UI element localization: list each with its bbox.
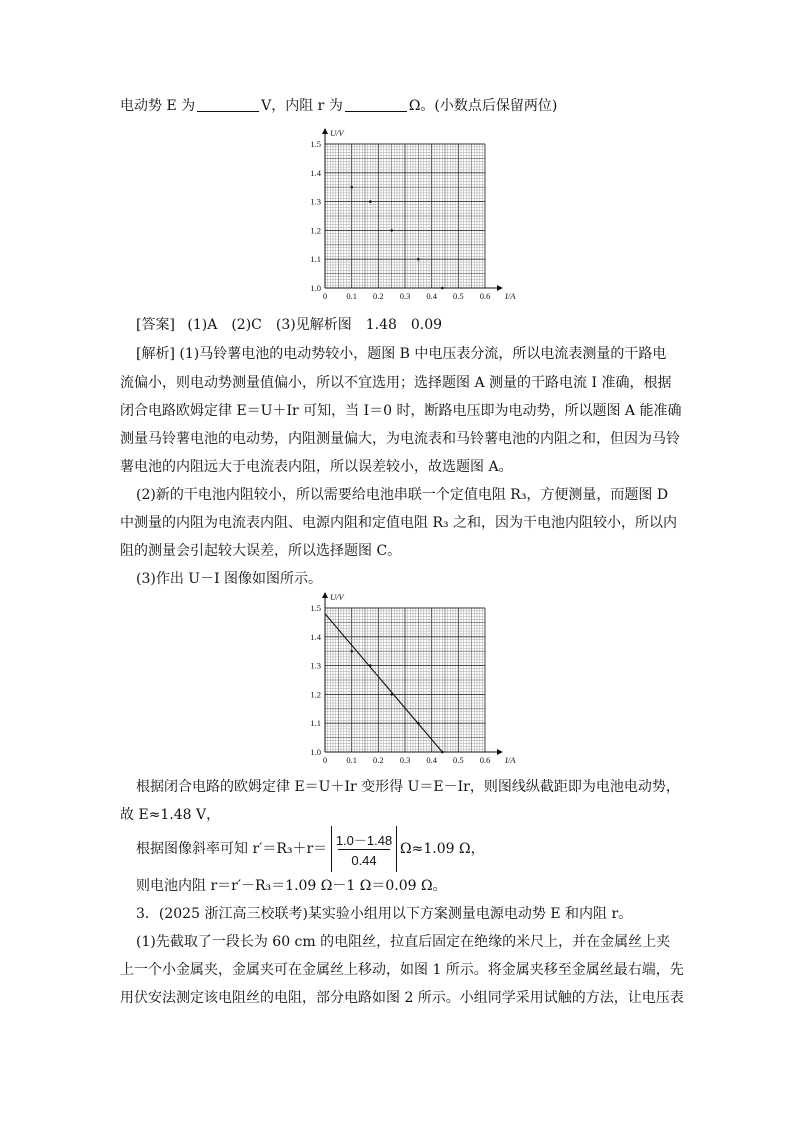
data-point — [417, 722, 420, 725]
y-tick-label: 1.2 — [310, 689, 321, 700]
analysis-line-5: 薯电池的内阻远大于电流表内阻，所以误差较小，故选题图 A。 — [120, 459, 513, 475]
y-axis-arrow — [322, 128, 328, 134]
x-tick-label: 0.4 — [426, 755, 437, 765]
y-tick-label: 1.3 — [310, 660, 321, 671]
y-tick-label: 1.1 — [310, 254, 321, 265]
x-tick-label: 0.6 — [479, 291, 491, 301]
analysis-line-11: 故 E≈1.48 V， — [120, 807, 221, 823]
q3-line-4: 用伏安法测定该电阻丝的电阻，部分电路如图 2 所示。小组同学采用试触的方法，让电压表 — [120, 990, 684, 1006]
x-axis-arrow — [497, 749, 503, 755]
analysis-line-6: (2)新的干电池内阻较小，所以需要给电池串联一个定值电阻 R₃，方便测量，而题图 D — [136, 487, 669, 503]
y-tick-label: 1.5 — [310, 603, 321, 613]
data-point — [369, 200, 372, 203]
q3-line-1: 3．(2025 浙江高三校联考)某实验小组用以下方案测量电源电动势 E 和内阻 r。 — [136, 906, 633, 922]
y-tick-label: 1.2 — [310, 225, 321, 236]
analysis-line-9: (3)作出 U－I 图像如图所示。 — [136, 571, 323, 587]
emf-label: 电动势 E 为 — [120, 98, 196, 114]
data-point — [369, 664, 372, 667]
x-axis-label: I/A — [505, 755, 516, 765]
analysis-line-4: 测量马铃薯电池的电动势，内阻测量偏大，为电流表和马铃薯电池的内阻之和，但因为马铃 — [120, 431, 680, 447]
y-tick-label: 1.4 — [310, 631, 321, 642]
data-point — [417, 258, 420, 261]
slope-result: Ω≈1.09 Ω， — [400, 841, 485, 857]
analysis-line-7: 中测量的内阻为电流表内阻、电源内阻和定值电阻 R₃ 之和，因为干电池内阻较小，所以内 — [120, 515, 678, 531]
fraction-denominator: 0.44 — [351, 853, 377, 868]
analysis-line-10: 根据闭合电路的欧姆定律 E＝U＋Ir 变形得 U＝E－Ir，则图线纵截距即为电池电动势， — [136, 779, 680, 795]
grid — [325, 144, 485, 288]
fraction-bar — [338, 849, 390, 850]
x-tick-label: 0.5 — [453, 291, 464, 301]
chart-1 — [298, 126, 520, 306]
data-point — [441, 287, 444, 290]
q3-line-2: (1)先截取了一段长为 60 cm 的电阻丝，拉直后固定在绝缘的米尺上，并在金属丝上夹 — [136, 934, 671, 950]
chart-1-svg — [298, 126, 520, 306]
emf-blank[interactable] — [197, 97, 259, 112]
chart-2-svg — [298, 590, 520, 770]
grid — [325, 608, 485, 752]
resistance-blank[interactable] — [345, 97, 407, 112]
x-tick-label: 0.4 — [426, 291, 437, 301]
fraction-numerator: 1.0－1.48 — [335, 833, 393, 848]
analysis-line-3: 闭合电路欧姆定律 E＝U＋Ir 可知，当 I＝0 时，断路电压即为电动势，所以题图 A 能准确 — [120, 403, 682, 419]
data-point — [390, 693, 393, 696]
analysis-line-13: 则电池内阻 r＝r′－R₃＝1.09 Ω－1 Ω＝0.09 Ω。 — [136, 878, 447, 894]
y-tick-label: 1.1 — [310, 718, 321, 729]
x-tick-label: 0.6 — [479, 755, 491, 765]
y-tick-label: 1.0 — [310, 283, 321, 293]
y-axis-arrow — [322, 592, 328, 598]
y-axis-label: U/V — [330, 128, 344, 138]
x-tick-label: 0.1 — [346, 291, 357, 301]
x-tick-label: 0.3 — [399, 291, 411, 301]
x-axis-label: I/A — [505, 291, 516, 301]
slope-fraction — [331, 826, 397, 872]
x-tick-label: 0.2 — [373, 291, 384, 301]
analysis-tag: [解析] — [136, 346, 175, 362]
data-point — [390, 229, 393, 232]
y-tick-label: 1.4 — [310, 167, 321, 178]
data-point — [350, 186, 353, 189]
x-tick-label: 0.2 — [373, 755, 384, 765]
analysis-line-1 — [136, 343, 682, 365]
x-axis-arrow — [497, 285, 503, 291]
data-point — [441, 751, 444, 754]
analysis-line-2: 流偏小，则电动势测量值偏小，所以不宜选用；选择题图 A 测量的干路电流 I 准确，根据 — [120, 375, 672, 391]
analysis-text: (1)马铃薯电池的电动势较小，题图 B 中电压表分流，所以电流表测量的干路电 — [179, 346, 667, 362]
x-tick-label: 0.5 — [453, 755, 464, 765]
y-tick-label: 1.3 — [310, 196, 321, 207]
resistance-label: V，内阻 r 为 — [261, 98, 343, 114]
x-tick-label: 0 — [322, 291, 328, 301]
chart-2 — [298, 590, 520, 770]
data-point — [350, 650, 353, 653]
slope-label: 根据图像斜率可知 r′＝R₃＋r＝ — [136, 841, 328, 857]
x-tick-label: 0 — [322, 755, 328, 765]
answer-tag: [答案] — [136, 317, 175, 333]
q3-line-3: 上一个小金属夹，金属夹可在金属丝上移动，如图 1 所示。将金属夹移至金属丝最右端，先 — [120, 962, 684, 978]
question-fill-line — [120, 95, 682, 117]
x-tick-label: 0.3 — [399, 755, 411, 765]
answer-line — [136, 314, 682, 336]
answer-body: (1)A (2)C (3)见解析图 1.48 0.09 — [187, 317, 443, 333]
precision-note: Ω。(小数点后保留两位) — [408, 98, 558, 114]
x-tick-label: 0.1 — [346, 755, 357, 765]
y-tick-label: 1.0 — [310, 747, 321, 757]
y-tick-label: 1.5 — [310, 139, 321, 149]
analysis-line-8: 阻的测量会引起较大误差，所以选择题图 C。 — [120, 543, 402, 559]
y-axis-label: U/V — [330, 592, 344, 602]
